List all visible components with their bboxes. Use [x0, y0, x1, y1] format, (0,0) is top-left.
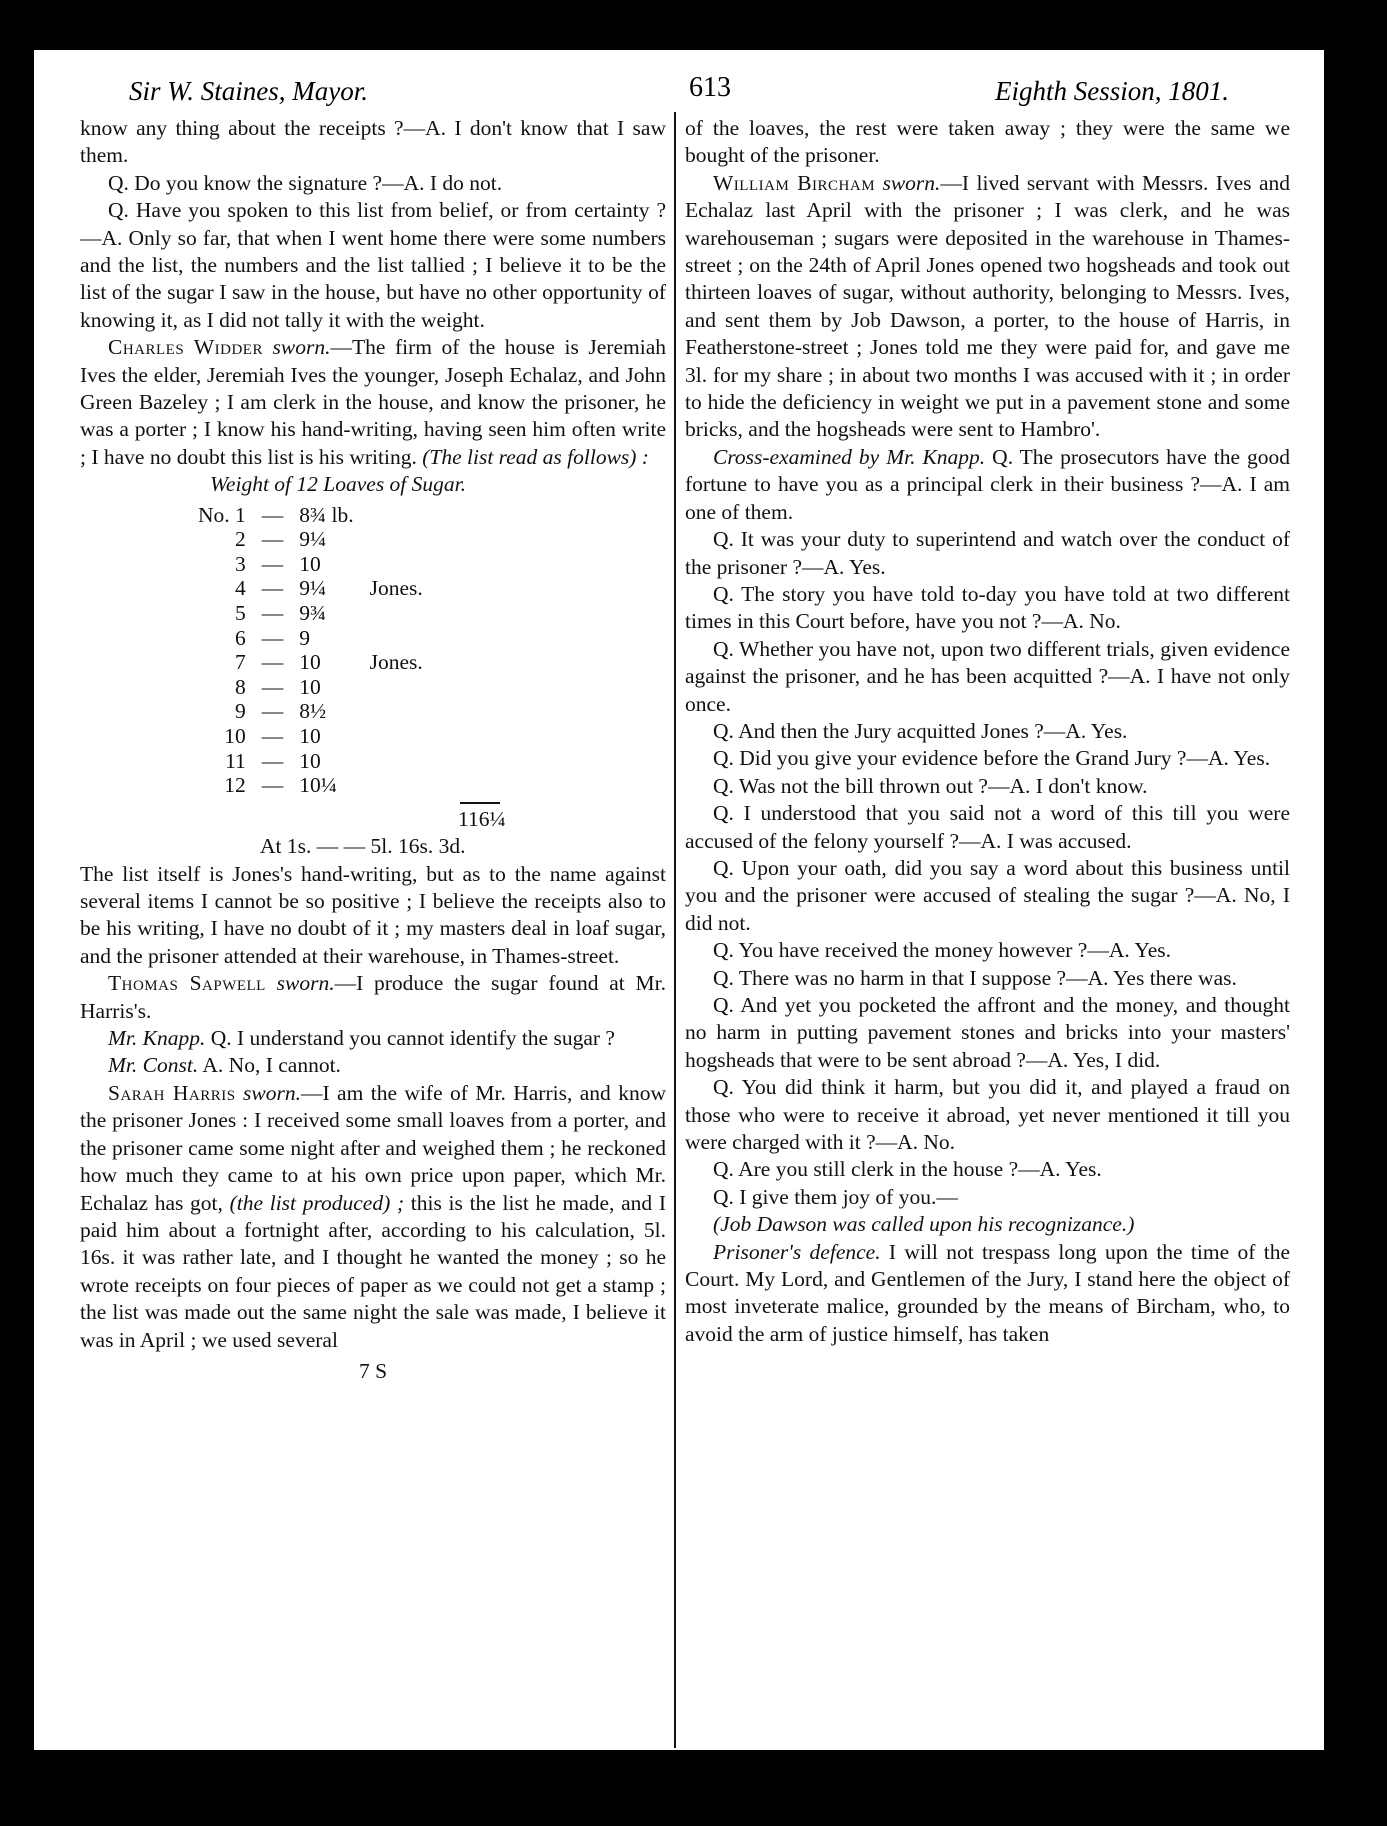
column-divider [674, 112, 676, 1748]
question: Q. The prosecutors have the good fortune to have you as a principal clerk in their business ?—A. I am one of them. [685, 444, 1291, 524]
defence-label: Prisoner's defence. [713, 1239, 881, 1264]
paragraph: Q. Was not the bill thrown out ?—A. I don't know. [713, 773, 1148, 798]
defence-text: I will not trespass long upon the time of the Court. My Lord, and Gentlemen of the Jury, I stand here the object of most inveterate malice, grounded by the means of Bircham, who, to avoid the arm of justice himself, has taken [685, 1239, 1291, 1346]
question: Q. I understand you cannot identify the sugar ? [210, 1026, 615, 1051]
testimony-text: —I produce the sugar found at Mr. Harris's. [80, 971, 667, 1023]
paragraph: (Job Dawson was called upon his recognizance.) [713, 1212, 1135, 1237]
paragraph [80, 334, 666, 471]
table-cell: Jones. [369, 650, 423, 675]
paragraph: Q. And yet you pocketed the affront and the money, and thought no harm in putting pavement stones and bricks into your masters' hogsheads that were to be sent abroad ?—A. Yes, I did. [685, 993, 1290, 1072]
answer: A. No, I cannot. [202, 1053, 341, 1078]
table-cell: 9¾ [299, 601, 327, 626]
testimony-text: —I lived servant with Messrs. Ives and Echalaz last April with the prisoner ; I was clerk, and he was warehouseman ; sugars were deposited in the warehouse in Thames-street ; on the 24th of April Jones opened two hogsheads and took out thirteen loaves of sugar, without authority, belonging to Messrs. Ives, and sent them by Job Dawson, a porter, to the house of Harris, in Featherstone-street ; Jones told me they were paid for, and gave me 3l. for my share ; in about two months I was accused with it ; in order to hide the deficiency in weight we put in a pavement stone and some bricks, and the hogsheads were sent to Hambro'. [685, 170, 1290, 442]
paragraph: Q. Are you still clerk in the house ?—A. Yes. [713, 1157, 1102, 1182]
sworn-label: sworn. [882, 170, 941, 195]
table-cell [362, 773, 431, 798]
table-cell: 10 [299, 650, 321, 675]
table-cell: 8½ [299, 699, 327, 724]
table-cell: — [261, 576, 284, 601]
table-cell: 10 [299, 748, 321, 773]
paragraph: know any thing about the receipts ?—A. I don't know that I saw them. [80, 116, 666, 168]
table-cell: — [261, 699, 284, 724]
witness-name: Sarah Harris [108, 1080, 236, 1105]
table-row [190, 527, 431, 552]
table-row [190, 724, 431, 749]
witness-name: Charles Widder [108, 335, 263, 360]
paragraph [80, 1025, 666, 1052]
paragraph: Q. I give them joy of you.— [713, 1184, 958, 1209]
table-cell: 8¾ lb. [299, 502, 354, 527]
table-row [190, 601, 431, 626]
paragraph: Q. You did think it harm, but you did it, and played a fraud on those who were to receive it abroad, yet never mentioned it till you were charged with it ?—A. No. [685, 1075, 1290, 1155]
table-cell [362, 675, 431, 700]
table-row [190, 650, 431, 675]
table-cell: 10 [299, 674, 321, 699]
witness-name: Thomas Sapwell [108, 971, 266, 996]
table-rate: At 1s. — — 5l. 16s. 3d. [260, 834, 466, 859]
table-cell [362, 552, 431, 577]
paragraph [80, 1080, 666, 1354]
note: (the list produced) ; [229, 1190, 405, 1215]
paragraph: Q. Whether you have not, upon two different trials, given evidence against the prisoner, and he has been acquitted ?—A. I have not only once. [685, 636, 1290, 716]
testimony-text: —I am the wife of Mr. Harris, and know the prisoner Jones : I received some small loaves from a porter, and the prisoner came some night after and weighed them ; he reckoned how much they came to at his own price upon paper, which Mr. Echalaz has got, [80, 1080, 666, 1215]
table-cell: — [261, 674, 284, 699]
table-cell: 10¼ [299, 773, 337, 798]
table-row [190, 675, 431, 700]
table-title: Weight of 12 Loaves of Sugar. [210, 472, 467, 497]
table-cell: 11 [225, 748, 246, 773]
table-cell: — [261, 748, 284, 773]
table-cell [362, 527, 431, 552]
signature-mark: 7 S [358, 1358, 388, 1383]
table-cell: 7 [235, 650, 246, 675]
paragraph [685, 170, 1290, 444]
paragraph: Q. The story you have told to-day you have told at two different times in this Court before, have you not ?—A. No. [685, 581, 1290, 634]
sworn-label: sworn. [243, 1080, 301, 1105]
table-cell: 10 [224, 724, 246, 749]
paragraph: Q. You have received the money however ?—A. Yes. [713, 938, 1171, 963]
table-cell: 2 [235, 527, 246, 552]
paragraph: Q. There was no harm in that I suppose ?—A. Yes there was. [713, 965, 1237, 990]
table-cell: Jones. [369, 576, 423, 601]
table-row [190, 749, 431, 774]
table-cell: No. 1 [198, 502, 246, 527]
table-row [190, 626, 431, 651]
table-cell: 9 [235, 699, 246, 724]
table-cell: — [261, 551, 284, 576]
table-cell [362, 699, 431, 724]
paragraph [685, 1239, 1290, 1349]
table-total: 116¼ [458, 806, 506, 831]
page-number: 613 [689, 72, 731, 103]
paragraph: Q. Have you spoken to this list from belief, or from certainty ?—A. Only so far, that when I went home there were some numbers and the list, the numbers and the list tallied ; I believe it to be the list of the sugar I saw in the house, but have no other opportunity of knowing it, as I did not tally it with the weight. [80, 198, 666, 332]
paragraph: Q. And then the Jury acquitted Jones ?—A. Yes. [713, 718, 1128, 743]
table-cell [362, 601, 431, 626]
table-cell: 8 [235, 674, 246, 699]
paragraph: Q. I understood that you said not a word of this till you were accused of the felony yourself ?—A. I was accused. [685, 801, 1290, 853]
cross-examination-label: Cross-examined by Mr. Knapp. [713, 444, 986, 469]
table-cell [362, 724, 431, 749]
paragraph: Q. Did you give your evidence before the Grand Jury ?—A. Yes. [713, 746, 1271, 771]
left-column [80, 115, 666, 1385]
table-cell [362, 503, 431, 528]
table-row [190, 576, 431, 601]
table-cell: 10 [299, 551, 321, 576]
witness-name: William Bircham [713, 170, 876, 195]
table-cell: — [261, 625, 284, 650]
paragraph [685, 444, 1290, 526]
table-cell: 9 [299, 625, 311, 650]
table-cell: — [261, 650, 284, 675]
testimony-text: —The firm of the house is Jeremiah Ives the elder, Jeremiah Ives the younger, Joseph Echalaz, and John Green Bazeley ; I am clerk in the house, and know the prisoner, he was a porter ; I know his hand-writing, having seen him often write ; I have no doubt this list is his writing. [80, 335, 666, 469]
sworn-label: sworn. [272, 335, 331, 360]
table-cell: 4 [235, 576, 246, 601]
paragraph [80, 970, 666, 1025]
table-cell: 10 [299, 724, 321, 749]
paragraph [80, 1052, 666, 1079]
table-cell: 3 [235, 551, 246, 576]
table-cell [362, 749, 431, 774]
table-cell: — [261, 724, 284, 749]
sworn-label: sworn. [276, 971, 335, 996]
table-cell: — [261, 527, 284, 552]
header-left: Sir W. Staines, Mayor. [129, 76, 369, 106]
testimony-text: this is the list he made, and I paid him about a fortnight after, according to his calculation, 5l. 16s. it was rather late, and I thought he wanted the money ; so he wrote receipts on four pieces of paper as we could not get a stamp ; the list was made out the same night the sale was made, I believe it was in April ; we used several [80, 1190, 666, 1352]
paragraph: Q. Do you know the signature ?—A. I do not. [108, 170, 503, 195]
table-cell [362, 626, 431, 651]
table-cell: 9¼ [299, 576, 327, 601]
paragraph: The list itself is Jones's hand-writing, but as to the name against several items I cannot be so positive ; I believe the receipts also to be his writing, I have no doubt of it ; my masters deal in loaf sugar, and the prisoner attended at their warehouse, in Thames-street. [80, 861, 666, 968]
table-cell: — [261, 773, 284, 798]
right-column [685, 115, 1290, 1348]
speaker: Mr. Knapp. [108, 1026, 206, 1051]
table-row [190, 552, 431, 577]
speaker: Mr. Const. [108, 1053, 199, 1078]
header-right: Eighth Session, 1801. [995, 76, 1229, 106]
table-cell: — [261, 502, 284, 527]
paragraph: Q. It was your duty to superintend and watch over the conduct of the prisoner ?—A. Yes. [685, 527, 1290, 579]
paragraph: Q. Upon your oath, did you say a word about this business until you and the prisoner were accused of stealing the sugar ?—A. No, I did not. [685, 855, 1290, 935]
table-row [190, 699, 431, 724]
note: (The list read as follows) : [422, 444, 649, 469]
table-cell: 9¼ [299, 527, 327, 552]
sum-rule [460, 802, 500, 804]
document-page [34, 50, 1324, 1750]
table-row [190, 773, 431, 798]
table-cell: 6 [235, 625, 246, 650]
weights-table [190, 503, 431, 798]
table-row [190, 503, 431, 528]
table-cell: — [261, 601, 284, 626]
paragraph: of the loaves, the rest were taken away ; they were the same we bought of the prisoner. [685, 116, 1290, 168]
table-cell: 12 [224, 773, 246, 798]
table-cell: 5 [235, 601, 246, 626]
